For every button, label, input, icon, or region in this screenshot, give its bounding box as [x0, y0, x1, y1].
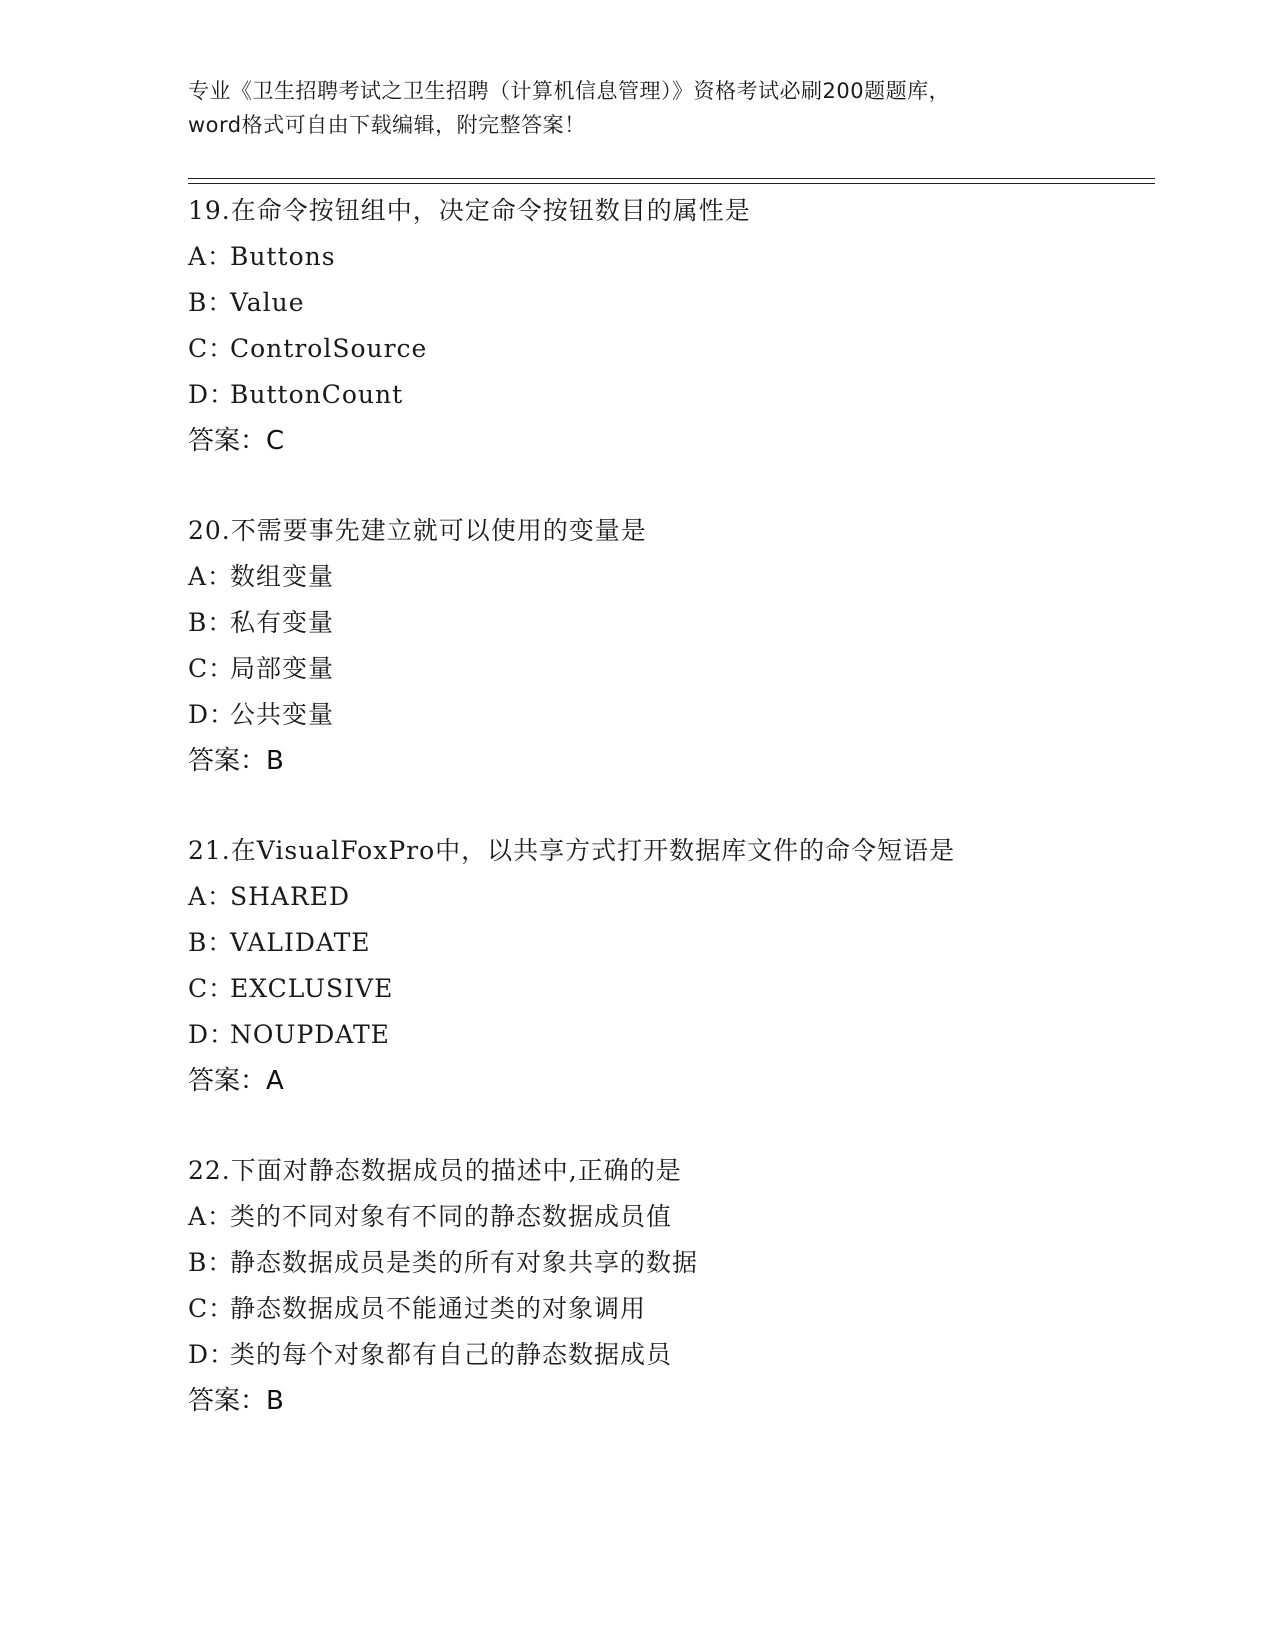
option-key: D：	[188, 380, 236, 409]
option-d	[188, 1012, 1148, 1058]
option-key: B：	[188, 928, 234, 957]
option-c	[188, 966, 1148, 1012]
option-a	[188, 874, 1148, 920]
question-stem: 19.在命令按钮组中，决定命令按钮数目的属性是	[188, 196, 751, 225]
option-text: 公共变量	[230, 700, 335, 729]
option-text: NOUPDATE	[230, 1020, 390, 1049]
document-header	[188, 74, 1088, 142]
option-c	[188, 326, 1148, 372]
header-line-2: word格式可自由下载编辑，附完整答案！	[188, 113, 586, 137]
option-key: A：	[188, 562, 234, 591]
header-divider-top	[188, 178, 1155, 179]
option-key: B：	[188, 608, 234, 637]
question-21	[188, 828, 1148, 1104]
option-text: 静态数据成员不能通过类的对象调用	[230, 1294, 647, 1323]
answer: 答案：B	[188, 1386, 284, 1416]
question-22	[188, 1148, 1148, 1424]
question-stem: 22.下面对静态数据成员的描述中,正确的是	[188, 1156, 682, 1185]
answer: 答案：A	[188, 1066, 284, 1096]
option-key: A：	[188, 242, 234, 271]
option-text: SHARED	[230, 882, 351, 911]
option-d	[188, 1332, 1148, 1378]
question-stem: 20.不需要事先建立就可以使用的变量是	[188, 516, 647, 545]
option-text: 局部变量	[230, 654, 335, 683]
option-key: C：	[188, 654, 235, 683]
answer: 答案：B	[188, 746, 284, 776]
question-20	[188, 508, 1148, 784]
question-stem: 21.在VisualFoxPro中，以共享方式打开数据库文件的命令短语是	[188, 836, 956, 865]
option-key: C：	[188, 334, 235, 363]
option-text: 类的不同对象有不同的静态数据成员值	[230, 1202, 673, 1231]
option-text: ControlSource	[230, 334, 428, 363]
option-b	[188, 280, 1148, 326]
option-text: ButtonCount	[230, 380, 404, 409]
option-key: C：	[188, 1294, 235, 1323]
option-text: Buttons	[230, 242, 336, 271]
option-a	[188, 234, 1148, 280]
header-line-1: 专业《卫生招聘考试之卫生招聘（计算机信息管理）》资格考试必刷200题题库，	[188, 79, 951, 103]
option-a	[188, 554, 1148, 600]
option-key: A：	[188, 1202, 234, 1231]
option-d	[188, 692, 1148, 738]
option-text: VALIDATE	[230, 928, 371, 957]
option-key: D：	[188, 1020, 236, 1049]
option-key: B：	[188, 288, 234, 317]
option-b	[188, 1240, 1148, 1286]
option-key: A：	[188, 882, 234, 911]
answer: 答案：C	[188, 426, 285, 456]
header-divider-bottom	[188, 183, 1155, 184]
option-key: C：	[188, 974, 235, 1003]
option-key: D：	[188, 700, 236, 729]
option-key: D：	[188, 1340, 236, 1369]
option-text: EXCLUSIVE	[230, 974, 394, 1003]
option-text: 数组变量	[230, 562, 335, 591]
option-key: B：	[188, 1248, 234, 1277]
option-text: 静态数据成员是类的所有对象共享的数据	[230, 1248, 699, 1277]
option-a	[188, 1194, 1148, 1240]
option-b	[188, 920, 1148, 966]
question-19	[188, 188, 1148, 464]
option-text: 类的每个对象都有自己的静态数据成员	[230, 1340, 673, 1369]
option-d	[188, 372, 1148, 418]
option-text: 私有变量	[230, 608, 335, 637]
option-c	[188, 1286, 1148, 1332]
option-text: Value	[230, 288, 305, 317]
option-c	[188, 646, 1148, 692]
option-b	[188, 600, 1148, 646]
